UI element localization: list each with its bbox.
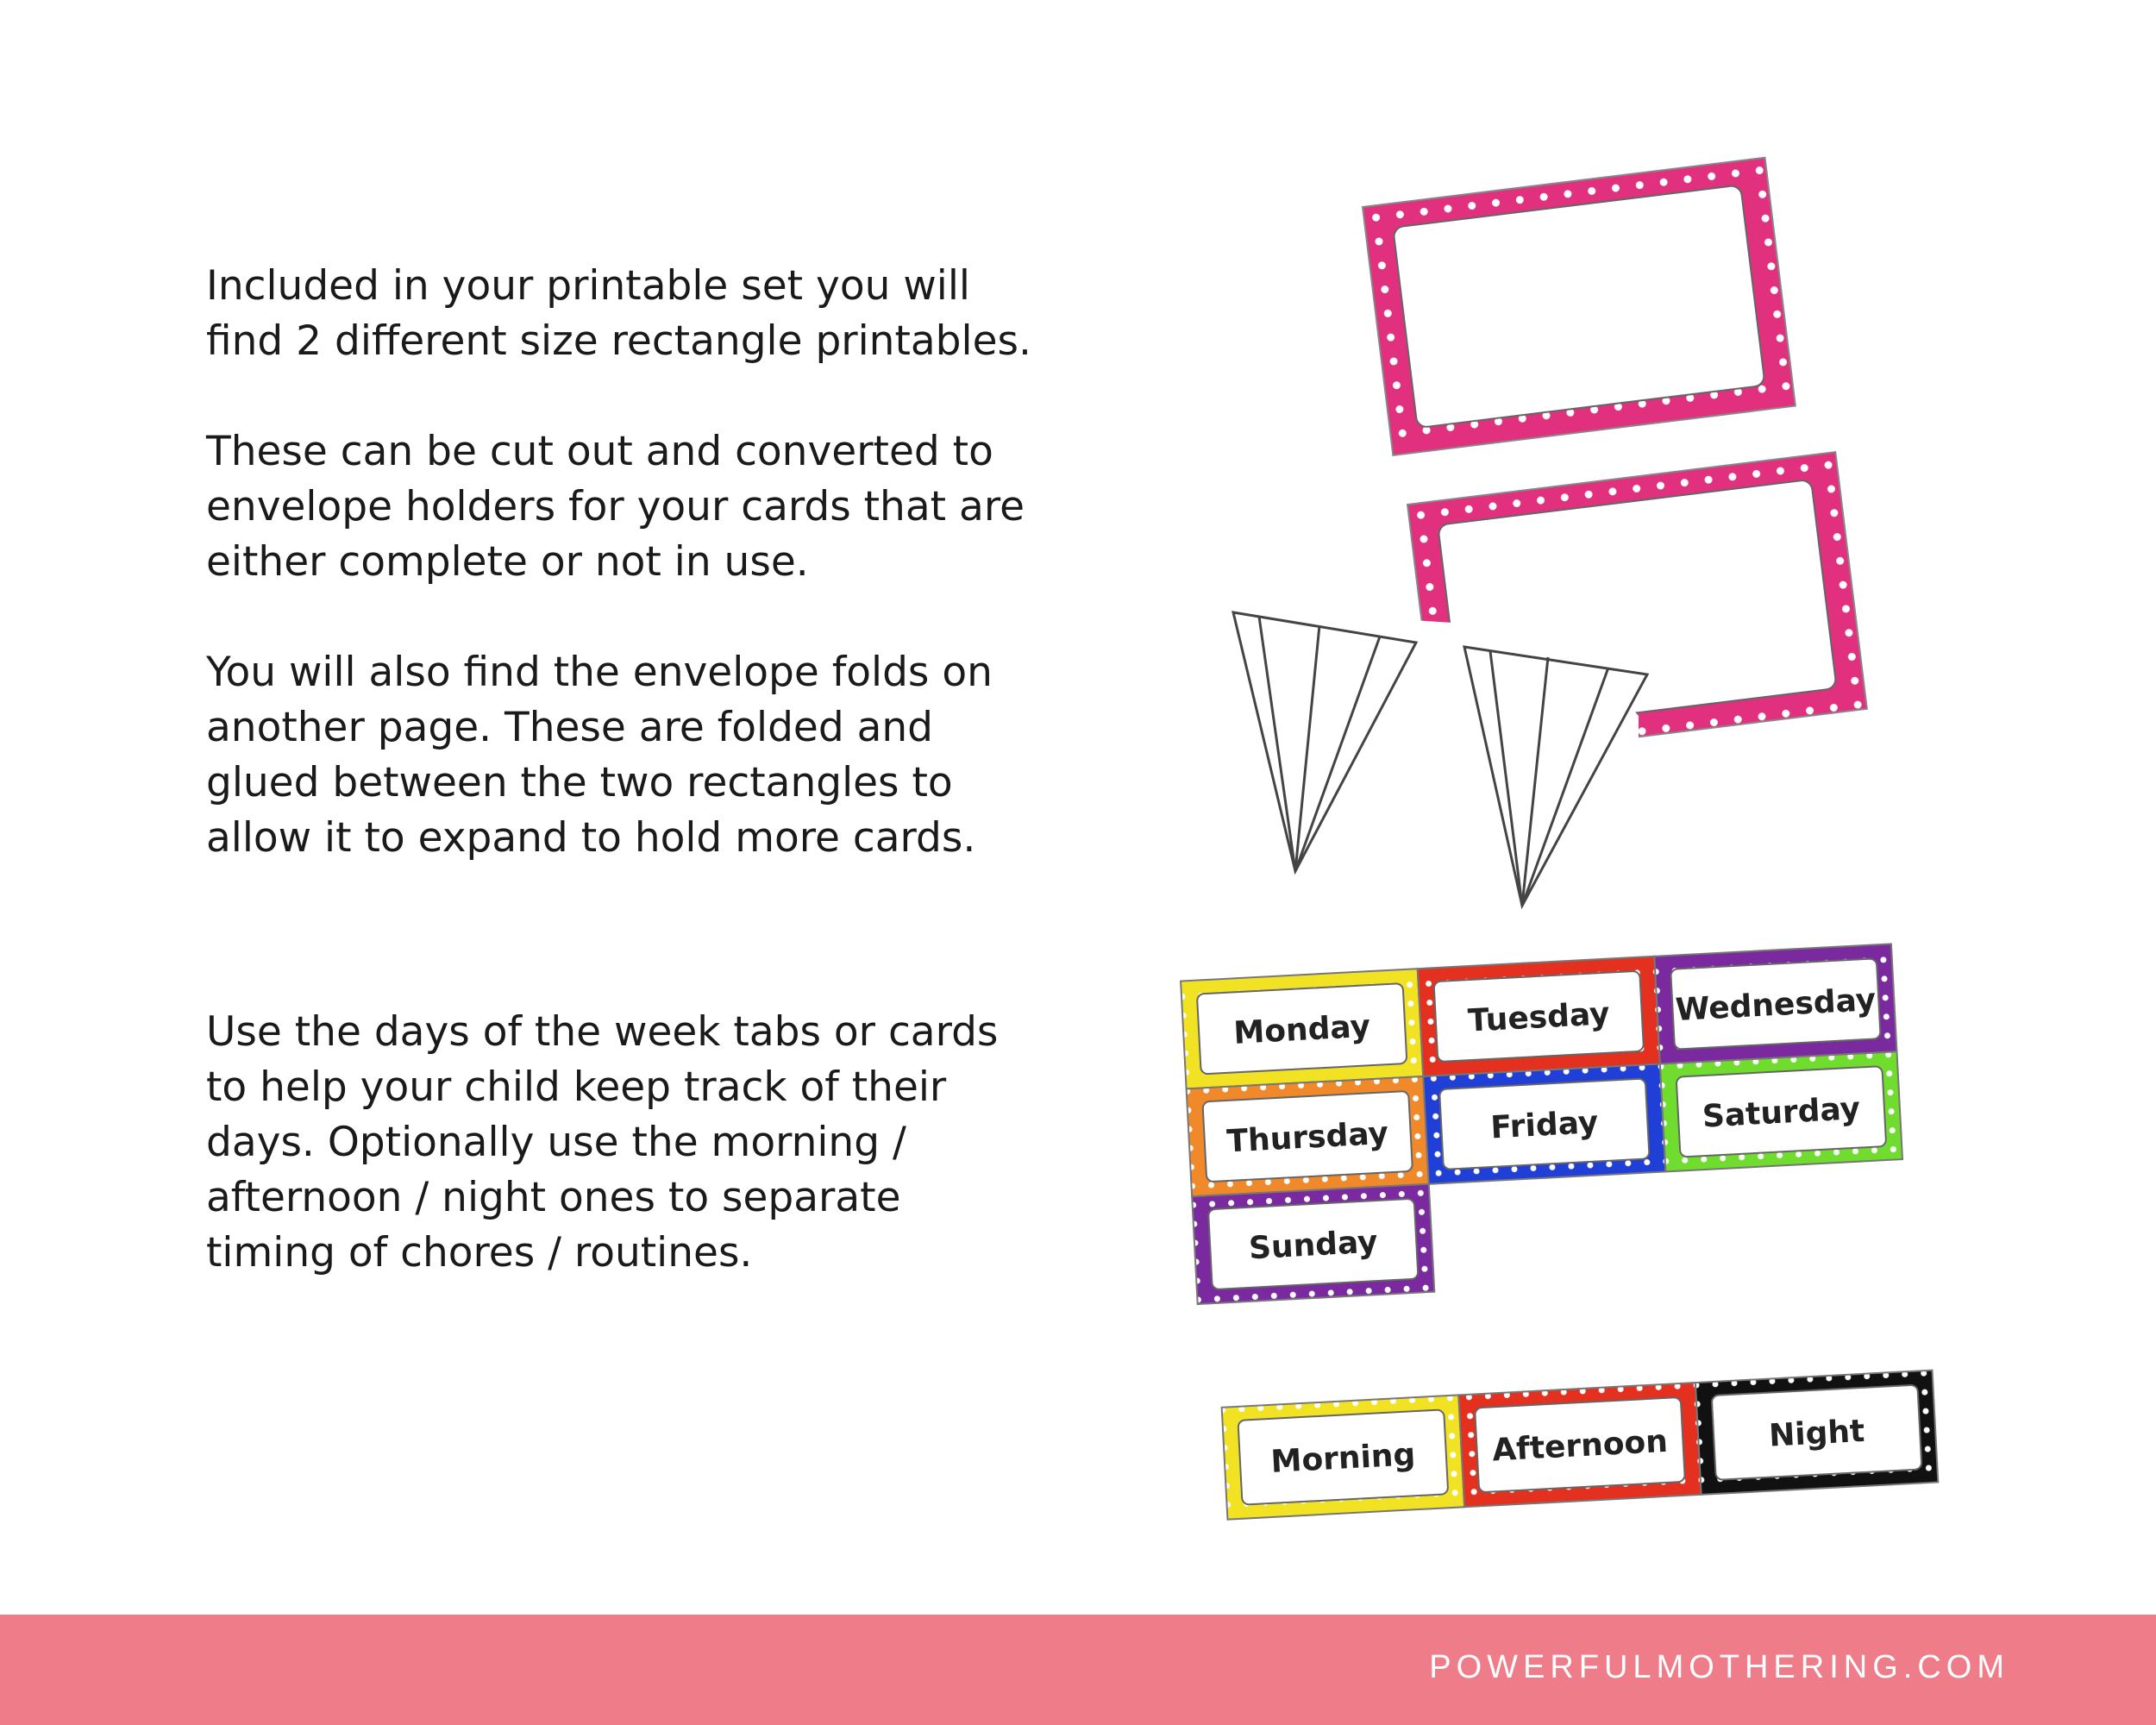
- intro-line: another page. These are folded and: [206, 704, 934, 751]
- card-label: Tuesday: [1467, 996, 1611, 1039]
- footer-bar: [0, 1615, 2156, 1725]
- intro-line: allow it to expand to hold more cards.: [206, 814, 976, 862]
- card-label: Monday: [1232, 1008, 1371, 1051]
- intro-line: either complete or not in use.: [206, 538, 809, 586]
- day-card-thursday: [1187, 1076, 1429, 1196]
- day-card-wednesday: [1654, 944, 1896, 1063]
- time-card-morning: [1222, 1395, 1464, 1519]
- intro-line: Included in your printable set you will: [206, 262, 970, 310]
- card-label: Morning: [1269, 1437, 1417, 1480]
- day-card-saturday: [1660, 1051, 1902, 1171]
- footer-site-link[interactable]: POWERFULMOTHERING.COM: [1429, 1649, 2009, 1685]
- card-label: Wednesday: [1674, 982, 1877, 1029]
- days-line: afternoon / night ones to separate: [206, 1174, 901, 1221]
- days-text: [206, 1005, 1155, 1281]
- intro-line: envelope holders for your cards that are: [206, 483, 1025, 530]
- card-label: Afternoon: [1491, 1423, 1669, 1469]
- day-card-monday: [1181, 969, 1423, 1088]
- card-label: Friday: [1489, 1104, 1600, 1146]
- card-label: Saturday: [1701, 1091, 1862, 1135]
- time-card-afternoon: [1458, 1383, 1701, 1507]
- intro-line: These can be cut out and converted to: [206, 428, 993, 475]
- day-cards-illustration: [1181, 949, 1932, 1354]
- day-card-sunday: [1192, 1184, 1434, 1304]
- time-card-night: [1695, 1371, 1938, 1495]
- envelope-illustration: [1156, 164, 1915, 940]
- card-label: Night: [1768, 1413, 1866, 1454]
- day-card-friday: [1423, 1064, 1665, 1184]
- intro-line: You will also find the envelope folds on: [206, 649, 993, 696]
- days-line: timing of chores / routines.: [206, 1229, 753, 1276]
- days-line: to help your child keep track of their: [206, 1063, 947, 1111]
- card-label: Thursday: [1225, 1115, 1389, 1160]
- time-cards-illustration: [1216, 1363, 1949, 1544]
- rectangle-printable-large: [1363, 158, 1796, 455]
- days-line: Use the days of the week tabs or cards: [206, 1008, 999, 1056]
- intro-line: find 2 different size rectangle printables.: [206, 317, 1031, 365]
- days-line: days. Optionally use the morning /: [206, 1119, 906, 1166]
- card-label: Sunday: [1248, 1224, 1379, 1267]
- intro-line: glued between the two rectangles to: [206, 759, 953, 806]
- day-card-tuesday: [1418, 957, 1660, 1076]
- mask: [1156, 604, 1639, 940]
- intro-text: [206, 259, 1155, 866]
